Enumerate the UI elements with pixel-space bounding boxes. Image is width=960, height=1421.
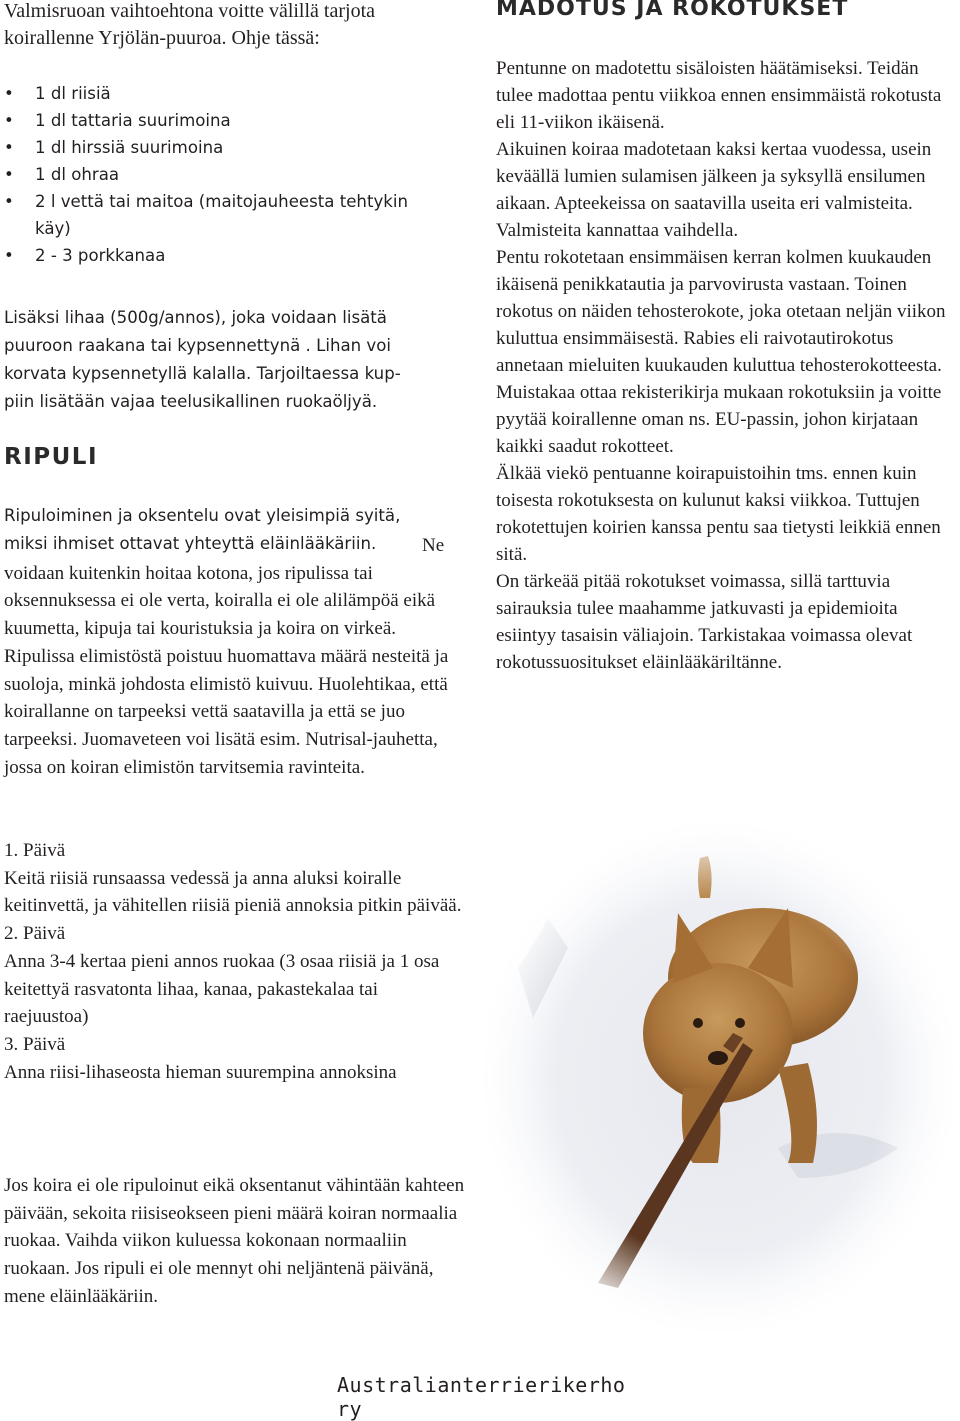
intro-line: koirallenne Yrjölän-puuroa. Ohje tässä:: [4, 27, 320, 49]
list-item: • 1 dl ohraa: [4, 161, 464, 188]
terrier-in-snow-photo: [478, 818, 960, 1338]
list-item: • 1 dl tattaria suurimoina: [4, 107, 464, 134]
madotus-paragraph: Pentu rokotetaan ensimmäisen kerran kolmen kuukauden ikäisenä penikkatautia ja parvovirusta vastaan. Toinen rokotus on näiden tehosterokote, joka otetaan neljän viikon kuluttua ensimmäisestä. Rabies eli raivotautirokotus annetaan mieluiten kuukauden kuluttua tehosterokotteesta.: [496, 247, 946, 376]
intro-line: Valmisruoan vaihtoehtona voitte välillä tarjota: [4, 0, 376, 22]
madotus-section: [496, 55, 958, 676]
bullet-icon: •: [4, 111, 14, 130]
day-text: Keitä riisiä runsaassa vedessä ja anna aluksi koiralle keitinvettä, ja vähitellen riisiä pieniä annoksia pitkin päivää.: [4, 867, 462, 917]
text-line: piin lisätään vajaa teelusikallinen ruokaöljyä.: [4, 392, 378, 411]
text-line: Lisäksi lihaa (500g/annos), joka voidaan lisätä: [4, 308, 387, 327]
bullet-icon: •: [4, 84, 14, 103]
list-item: • 2 - 3 porkkanaa: [4, 242, 464, 269]
intro-paragraph: [4, 0, 474, 52]
text-line: korvata kypsennetyllä kalalla. Tarjoiltaessa kup-: [4, 364, 401, 383]
bullet-icon: •: [4, 192, 14, 211]
day-text: Anna 3-4 kertaa pieni annos ruokaa (3 osaa riisiä ja 1 osa keitettyä rasvatonta lihaa, kanaa, pakastekalaa tai raejuustoa): [4, 950, 440, 1028]
bullet-icon: •: [4, 165, 14, 184]
day-label: 3. Päivä: [4, 1033, 66, 1055]
day-label: 1. Päivä: [4, 840, 66, 861]
footer-organization: Australianterrierikerho ry: [337, 1373, 626, 1421]
madotus-paragraph: On tärkeää pitää rokotukset voimassa, sillä tarttuvia sairauksia tulee maahamme jatkuvasti ja epidemioita esiintyy tasaisin väliajoin. Tarkistakaa voimassa olevat rokotussuositukset eläinlääkäriltänne.: [496, 571, 913, 673]
text-line: Ripuloiminen ja oksentelu ovat yleisimpiä syitä,: [4, 506, 401, 525]
day-text: Anna riisi-lihaseosta hieman suurempina annoksina: [4, 1061, 397, 1083]
madotus-paragraph: Muistakaa ottaa rekisterikirja mukaan rokotuksiin ja voitte pyytää koirallenne oman ns. EU-passin, johon kirjataan kaikki saadut rokotteet.: [496, 382, 942, 457]
text-line: puuroon raakana tai kypsennettynä . Lihan voi: [4, 336, 392, 355]
diet-days: [4, 837, 466, 1086]
day-label: 2. Päivä: [4, 923, 66, 945]
closing-paragraph: Jos koira ei ole ripuloinut eikä oksentanut vähintään kahteen päivään, sekoita riisiseokseen pieni määrä koiran normaalia ruokaa. Vaihda viikon kuluessa kokonaan normaaliin ruokaan. Jos ripuli ei ole mennyt ohi neljäntenä päivänä, mene eläinlääkäriin.: [4, 1175, 465, 1307]
list-item: • 1 dl hirssiä suurimoina: [4, 134, 464, 161]
madotus-paragraph: Pentunne on madotettu sisäloisten häätämiseksi. Teidän tulee madottaa pentu viikkoa ennen ensimmäistä rokotusta eli 11-viikon ikäisenä.: [496, 58, 942, 133]
meat-paragraph: [4, 304, 474, 416]
bullet-icon: •: [4, 138, 14, 157]
dog-photo-icon: [478, 818, 960, 1338]
ripuli-body: Ne voidaan kuitenkin hoitaa kotona, jos ripulissa tai oksennuksessa ei ole verta, koiralla ei ole alilämpöä eikä kuumetta, kipuja tai kouristuksia ja koira on virkeä. Ripulissa elimistöstä poistuu huomattava määrä nesteitä ja suoloja, minkä johdosta elimistö kuivuu. Huolehtikaa, että koirallanne on tarpeeksi vettä saatavilla ja että se juo tarpeeksi. Juomaveteen voi lisätä esim. Nutrisal-jauhetta, jossa on koiran elimistön tarvitsemia ravinteita.: [4, 535, 449, 778]
list-item: • 1 dl riisiä: [4, 80, 464, 107]
madotus-paragraph: Aikuinen koiraa madotetaan kaksi kertaa vuodessa, usein keväällä lumien sulamisen jälkeen ja syksyllä ensilumen aikaan. Apteekeissa on saatavilla useita eri valmisteita. Valmisteita kannattaa vaihdella.: [496, 139, 932, 241]
bullet-icon: •: [4, 246, 14, 265]
text-line: miksi ihmiset ottavat yhteyttä eläinlääkäriin.: [4, 534, 377, 553]
ingredient-list: [4, 80, 464, 269]
ripuli-heading: RIPULI: [4, 444, 99, 470]
list-item: • 2 l vettä tai maitoa (maitojauheesta tehtykin käy): [4, 188, 464, 242]
madotus-paragraph: Älkää viekö pentuanne koirapuistoihin tms. ennen kuin toisesta rokotuksesta on kulunut kaksi viikkoa. Tuttujen rokotettujen koirien kanssa pentu saa tietysti leikkiä ennen sitä.: [496, 463, 941, 565]
madotus-heading: MADOTUS JA ROKOTUKSET: [496, 0, 849, 21]
